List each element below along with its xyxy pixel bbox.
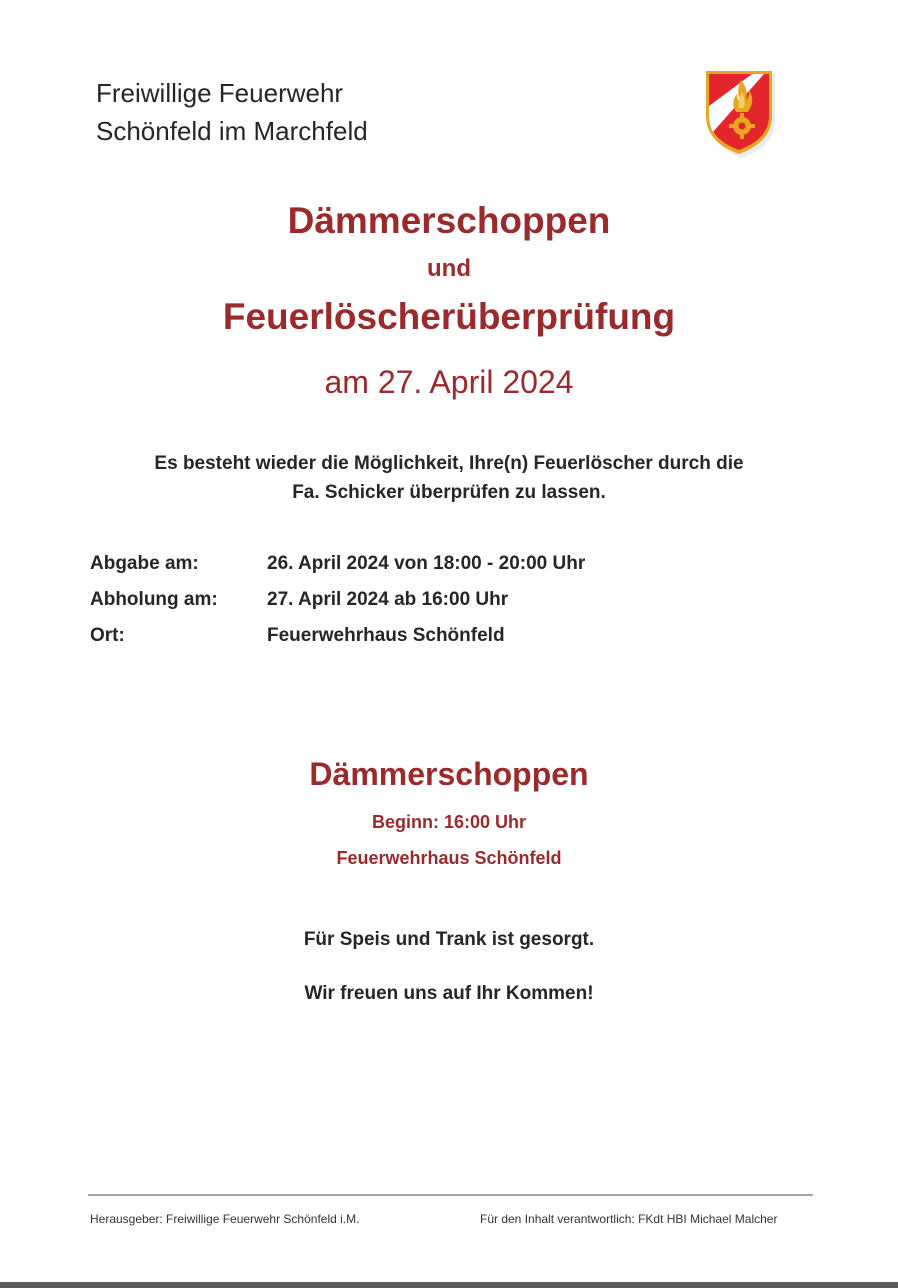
detail-value: 27. April 2024 ab 16:00 Uhr [267, 589, 509, 610]
closing-line1: Für Speis und Trank ist gesorgt. [303, 929, 595, 950]
intro-line2: Fa. Schicker überprüfen zu lassen. [292, 482, 606, 503]
detail-value: Feuerwehrhaus Schönfeld [267, 625, 505, 646]
event-subtitle: Feuerlöscherüberprüfung [222, 296, 676, 337]
detail-row-location [90, 618, 585, 654]
detail-value: 26. April 2024 von 18:00 - 20:00 Uhr [267, 553, 586, 574]
detail-label: Abgabe am: [90, 553, 199, 574]
footer-responsible: Für den Inhalt verantwortlich: FKdt HBI Michael Malcher [480, 1212, 778, 1226]
section-title: Dämmerschoppen [309, 756, 589, 792]
intro-line1: Es besteht wieder die Möglichkeit, Ihre(n) Feuerlöscher durch die [154, 453, 744, 474]
fire-brigade-crest-icon [704, 70, 776, 158]
event-title: Dämmerschoppen [287, 200, 611, 241]
bottom-bar [0, 1282, 898, 1288]
details-table [90, 546, 585, 654]
detail-label: Abholung am: [90, 589, 218, 610]
event-title-connector: und [427, 255, 471, 282]
event-date: am 27. April 2024 [324, 364, 574, 400]
intro-text [0, 449, 898, 507]
footer-divider [88, 1194, 813, 1196]
footer-publisher: Herausgeber: Freiwillige Feuerwehr Schönfeld i.M. [90, 1212, 360, 1226]
section-location: Feuerwehrhaus Schönfeld [336, 848, 562, 868]
section-start-time: Beginn: 16:00 Uhr [371, 812, 527, 832]
organization-name [96, 74, 368, 150]
closing-line2: Wir freuen uns auf Ihr Kommen! [304, 983, 594, 1004]
organization-name-line1: Freiwillige Feuerwehr [96, 78, 344, 108]
detail-label: Ort: [90, 625, 125, 646]
detail-row-dropoff [90, 546, 585, 582]
detail-row-pickup [90, 582, 585, 618]
organization-name-line2: Schönfeld im Marchfeld [96, 116, 368, 146]
